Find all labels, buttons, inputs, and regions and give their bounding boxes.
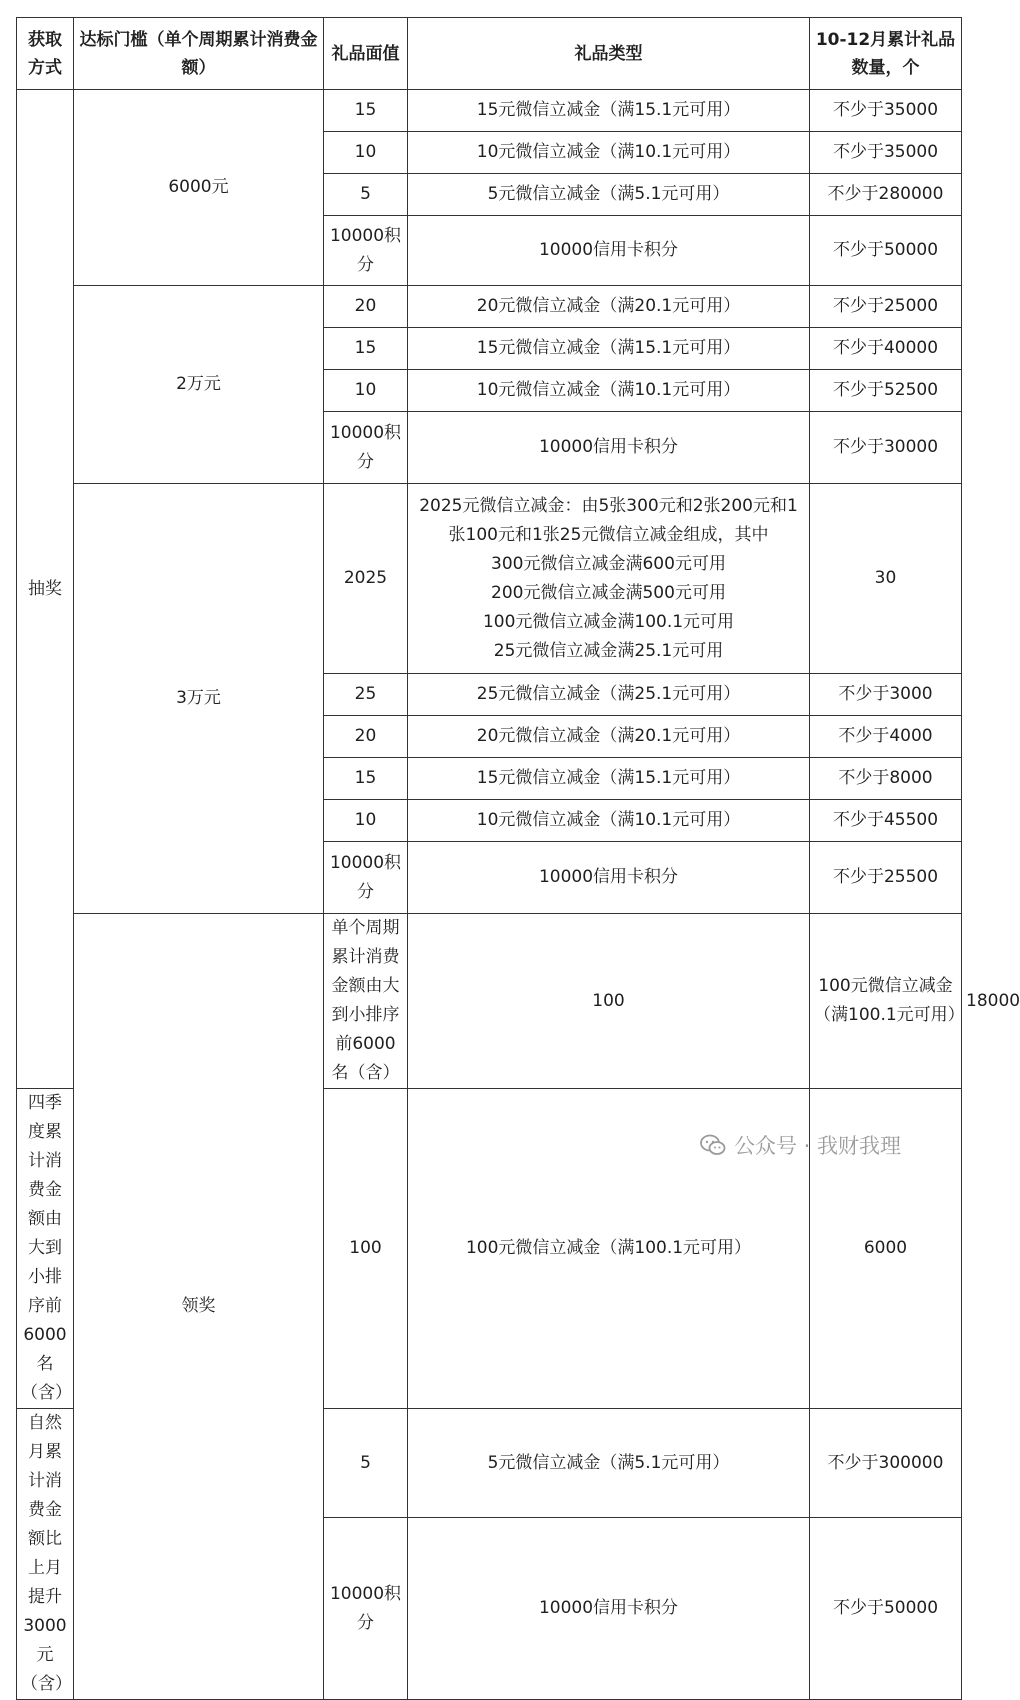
type-cell: 10000信用卡积分 [408, 1518, 810, 1700]
type-cell [408, 484, 810, 674]
value-cell: 10 [324, 370, 408, 412]
qty-cell: 不少于45500 [810, 800, 962, 842]
qty-cell: 不少于35000 [810, 90, 962, 132]
header-threshold: 达标门槛（单个周期累计消费金额） [74, 18, 324, 90]
header-quantity: 10-12月累计礼品数量，个 [810, 18, 962, 90]
qty-cell: 不少于35000 [810, 132, 962, 174]
qty-cell: 不少于8000 [810, 758, 962, 800]
type-cell: 100元微信立减金（满100.1元可用） [810, 914, 962, 1089]
qty-cell: 6000 [810, 1089, 962, 1409]
value-cell: 5 [324, 1409, 408, 1518]
value-cell: 15 [324, 90, 408, 132]
type-cell: 15元微信立减金（满15.1元可用） [408, 328, 810, 370]
type-cell: 10000信用卡积分 [408, 412, 810, 484]
qty-cell: 不少于25500 [810, 842, 962, 914]
type-cell: 15元微信立减金（满15.1元可用） [408, 90, 810, 132]
value-cell: 15 [324, 328, 408, 370]
type-cell: 10元微信立减金（满10.1元可用） [408, 800, 810, 842]
watermark-text: 公众号 · 我财我理 [734, 1134, 902, 1158]
value-cell: 15 [324, 758, 408, 800]
table-row [17, 484, 962, 674]
method-cell: 领奖 [74, 914, 324, 1700]
value-cell: 10000积分 [324, 1518, 408, 1700]
value-cell: 20 [324, 286, 408, 328]
header-method: 获取方式 [17, 18, 74, 90]
value-cell: 10000积分 [324, 412, 408, 484]
qty-cell: 不少于25000 [810, 286, 962, 328]
type-line: 200元微信立减金满500元可用 [491, 582, 726, 603]
type-cell: 10元微信立减金（满10.1元可用） [408, 132, 810, 174]
value-cell: 10 [324, 132, 408, 174]
threshold-cell: 3万元 [74, 484, 324, 914]
value-cell: 10000积分 [324, 216, 408, 286]
table-row: 领奖 单个周期累计消费金额由大到小排序前6000名（含） 100 100元微信立减金（满100.1元可用） 18000 [17, 914, 962, 1089]
type-cell: 25元微信立减金（满25.1元可用） [408, 674, 810, 716]
header-value: 礼品面值 [324, 18, 408, 90]
type-cell: 10000信用卡积分 [408, 842, 810, 914]
qty-cell: 不少于40000 [810, 328, 962, 370]
header-row [17, 18, 962, 90]
value-cell: 25 [324, 674, 408, 716]
type-line: 2025元微信立减金：由5张300元和2张200元和1张100元和1张25元微信立减金组成，其中 [419, 495, 798, 545]
threshold-cell: 6000元 [74, 90, 324, 286]
qty-cell: 不少于52500 [810, 370, 962, 412]
qty-cell: 不少于50000 [810, 1518, 962, 1700]
wechat-icon [700, 1134, 726, 1156]
value-cell: 5 [324, 174, 408, 216]
type-cell: 5元微信立减金（满5.1元可用） [408, 1409, 810, 1518]
gift-table [16, 17, 1020, 1700]
type-cell: 10000信用卡积分 [408, 216, 810, 286]
qty-cell: 不少于30000 [810, 412, 962, 484]
threshold-cell: 四季度累计消费金额由大到小排序前6000名（含） [17, 1089, 74, 1409]
qty-cell: 不少于280000 [810, 174, 962, 216]
watermark [700, 1130, 901, 1160]
type-cell: 5元微信立减金（满5.1元可用） [408, 174, 810, 216]
type-line: 100元微信立减金满100.1元可用 [482, 611, 735, 632]
table-row [17, 90, 962, 132]
qty-cell: 不少于50000 [810, 216, 962, 286]
method-cell: 抽奖 [17, 90, 74, 1089]
type-cell: 20元微信立减金（满20.1元可用） [408, 286, 810, 328]
type-cell: 15元微信立减金（满15.1元可用） [408, 758, 810, 800]
threshold-cell: 2万元 [74, 286, 324, 484]
value-cell: 10 [324, 800, 408, 842]
value-cell: 20 [324, 716, 408, 758]
type-line: 25元微信立减金满25.1元可用 [493, 640, 724, 661]
qty-cell: 不少于4000 [810, 716, 962, 758]
value-cell: 10000积分 [324, 842, 408, 914]
type-line: 300元微信立减金满600元可用 [491, 553, 726, 574]
threshold-cell: 自然月累计消费金额比上月提升3000元（含） [17, 1409, 74, 1700]
type-cell: 20元微信立减金（满20.1元可用） [408, 716, 810, 758]
value-cell: 100 [408, 914, 810, 1089]
qty-cell: 不少于3000 [810, 674, 962, 716]
qty-cell: 30 [810, 484, 962, 674]
qty-cell: 不少于300000 [810, 1409, 962, 1518]
value-cell: 100 [324, 1089, 408, 1409]
threshold-cell: 单个周期累计消费金额由大到小排序前6000名（含） [324, 914, 408, 1089]
type-cell: 10元微信立减金（满10.1元可用） [408, 370, 810, 412]
table-row [17, 286, 962, 328]
header-type: 礼品类型 [408, 18, 810, 90]
value-cell: 2025 [324, 484, 408, 674]
type-cell: 100元微信立减金（满100.1元可用） [408, 1089, 810, 1409]
